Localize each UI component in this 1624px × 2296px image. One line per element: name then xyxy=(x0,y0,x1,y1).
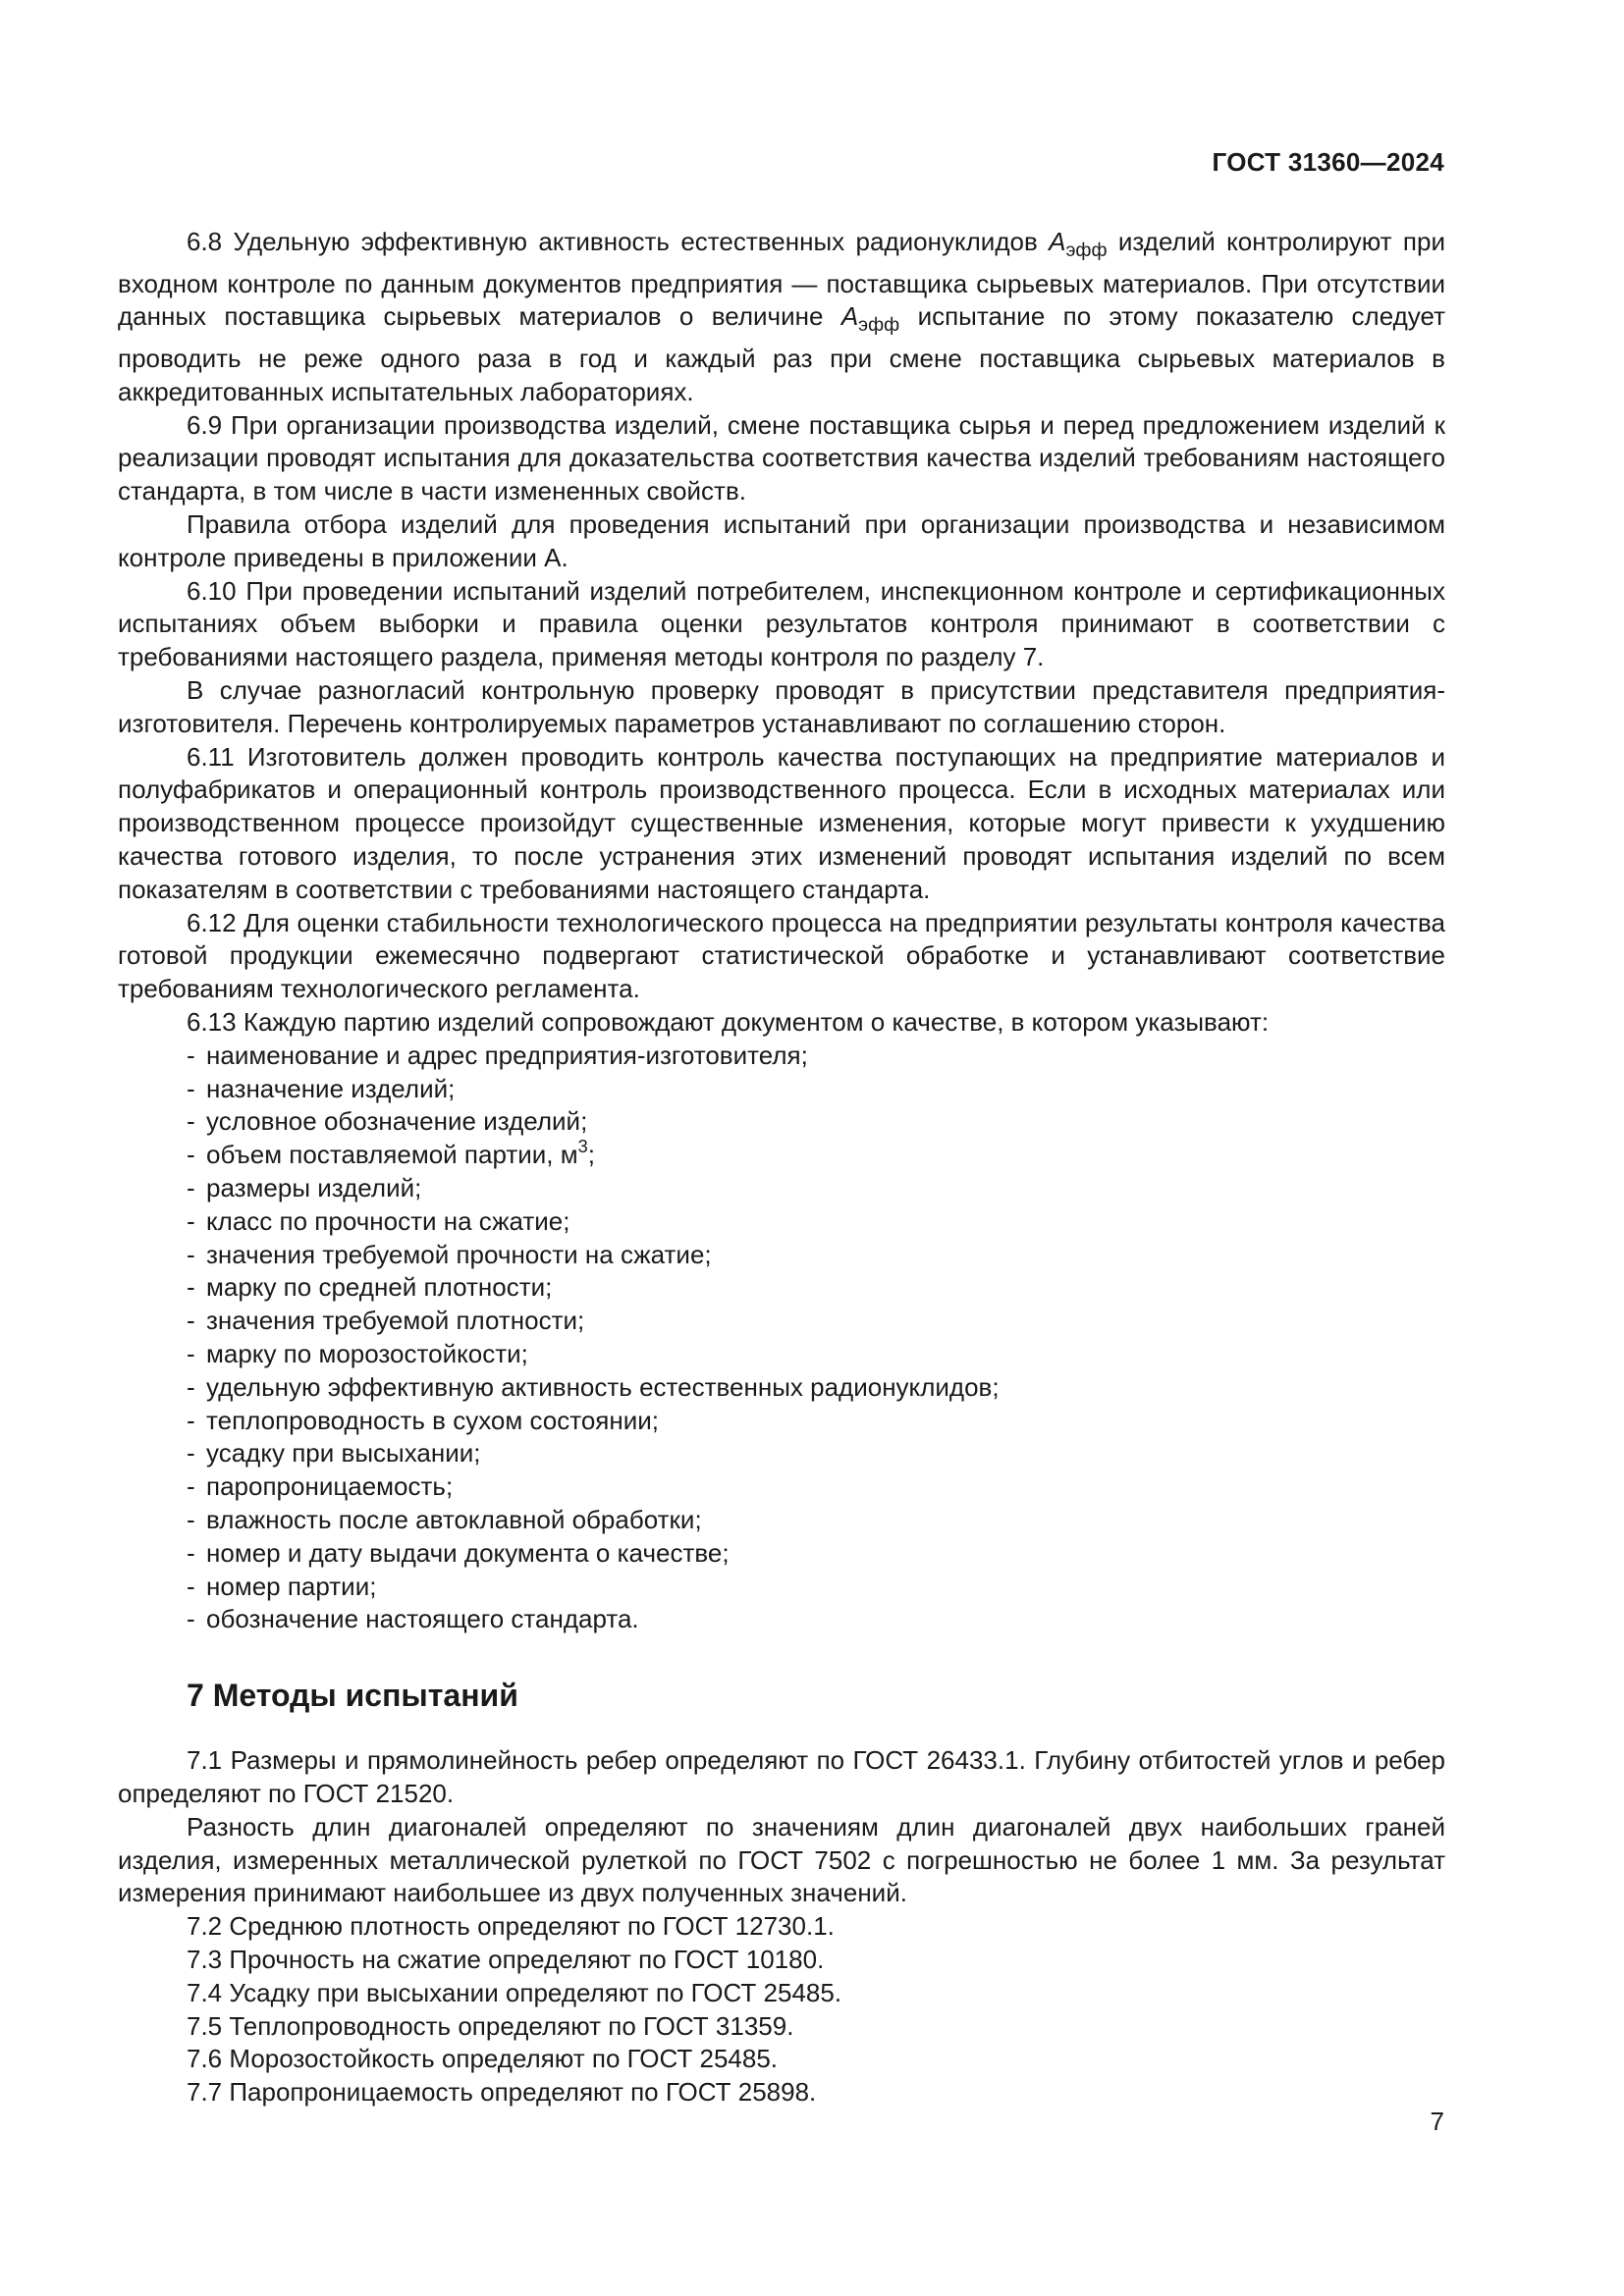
list-item: - удельную эффективную активность естественных радионуклидов; xyxy=(187,1371,1445,1405)
symbol-a: A xyxy=(1049,227,1066,256)
page-number: 7 xyxy=(1430,2107,1444,2136)
list-item: - влажность после автоклавной обработки; xyxy=(187,1504,1445,1537)
paragraph-6-10b: В случае разногласий контрольную проверку проводят в присутствии представителя предприятия-изготовителя. Перечень контролируемых параметров устанавливают по соглашению сторон. xyxy=(118,675,1445,738)
paragraph-6-13: 6.13 Каждую партию изделий сопровождают документом о качестве, в котором указывают: xyxy=(187,1007,1270,1038)
list-item: - наименование и адрес предприятия-изготовителя; xyxy=(187,1040,1445,1073)
paragraph-6-11: 6.11 Изготовитель должен проводить контроль качества поступающих на предприятие материалов и полуфабрикатов и операционный контроль производственного процесса. Если в исходных материалах или производственном процессе произойдут существенные изменения, которые могут привести к ухудшению качества готового изделия, то после устранения этих изменений проводят испытания изделий по всем показателям в соответствии с требованиями настоящего стандарта. xyxy=(118,741,1445,904)
paragraph-7-1b: Разность длин диагоналей определяют по значениям длин диагоналей двух наибольших граней изделия, измеренных металлической рулеткой по ГОСТ 7502 с погрешностью не более 1 мм. За результат измерения принимают наибольшее из двух полученных значений. xyxy=(118,1811,1445,1908)
paragraph-6-12: 6.12 Для оценки стабильности технологического процесса на предприятии результаты контроля качества готовой продукции ежемесячно подвергают статистической обработке и устанавливают соответствие требованиям технологического регламента. xyxy=(118,907,1445,1004)
paragraph-7-5: 7.5 Теплопроводность определяют по ГОСТ 31359. xyxy=(187,2010,794,2041)
paragraph-7-4: 7.4 Усадку при высыхании определяют по ГОСТ 25485. xyxy=(187,1977,842,2007)
section-7-heading: 7 Методы испытаний xyxy=(187,1678,518,1714)
list-item: - паропроницаемость; xyxy=(187,1470,1445,1504)
list-item: - значения требуемой прочности на сжатие; xyxy=(187,1239,1445,1272)
list-item: - усадку при высыхании; xyxy=(187,1437,1445,1470)
list-item: - класс по прочности на сжатие; xyxy=(187,1205,1445,1239)
paragraph-6-10: 6.10 При проведении испытаний изделий потребителем, инспекционном контроле и сертификационных испытаниях объем выборки и правила оценки результатов контроля принимают в соответствии с требованиями настоящего раздела, применяя методы контроля по разделу 7. xyxy=(118,575,1445,672)
paragraph-7-6: 7.6 Морозостойкость определяют по ГОСТ 25485. xyxy=(187,2044,779,2074)
subscript-eff: эфф xyxy=(1065,239,1108,261)
list-item: - обозначение настоящего стандарта. xyxy=(187,1603,1445,1636)
paragraph-7-7: 7.7 Паропроницаемость определяют по ГОСТ 25898. xyxy=(187,2077,817,2108)
list-item: - назначение изделий; xyxy=(187,1073,1445,1106)
document-body xyxy=(118,226,1445,2109)
list-item: - значения требуемой плотности; xyxy=(187,1305,1445,1338)
list-item: - теплопроводность в сухом состоянии; xyxy=(187,1405,1445,1438)
document-header: ГОСТ 31360—2024 xyxy=(1212,147,1444,177)
list-item: - объем поставляемой партии, $м^3$; xyxy=(187,1139,1445,1172)
superscript: 3 xyxy=(577,1137,588,1157)
paragraph-7-2: 7.2 Среднюю плотность определяют по ГОСТ 12730.1. xyxy=(187,1911,835,1942)
subscript-eff: эфф xyxy=(858,314,900,337)
list-item: - номер и дату выдачи документа о качестве; xyxy=(187,1537,1445,1571)
paragraph-6-9: 6.9 При организации производства изделий, смене поставщика сырья и перед предложением изделий к реализации проводят испытания для доказательства соответствия качества изделий требованиям настоящего стандарта, в том числе в части измененных свойств. xyxy=(118,409,1445,507)
paragraph-7-1: 7.1 Размеры и прямолинейность ребер определяют по ГОСТ 26433.1. Глубину отбитостей углов и ребер определяют по ГОСТ 21520. xyxy=(118,1745,1445,1808)
quality-document-list xyxy=(118,1040,1445,1636)
paragraph-6-8: 6.8 Удельную эффективную активность естественных радионуклидов $A_{эфф}$ изделий контролируют при входном контроле по данным документов предприятия — поставщика сырьевых материалов. При отсутствии данных поставщика сырьевых материалов о величине $A_{эфф}$ испытание по этому показателю следует проводить не реже одного раза в год и каждый раз при смене поставщика сырьевых материалов в аккредитованных испытательных лабораториях. xyxy=(118,227,1445,406)
paragraph-6-9b: Правила отбора изделий для проведения испытаний при организации производства и независимом контроле приведены в приложении А. xyxy=(118,509,1445,572)
list-item: - номер партии; xyxy=(187,1571,1445,1604)
list-item: - марку по средней плотности; xyxy=(187,1271,1445,1305)
list-item: - условное обозначение изделий; xyxy=(187,1105,1445,1139)
paragraph-7-3: 7.3 Прочность на сжатие определяют по ГОСТ 10180. xyxy=(187,1944,825,1974)
list-item: - марку по морозостойкости; xyxy=(187,1338,1445,1371)
list-item: - размеры изделий; xyxy=(187,1172,1445,1205)
symbol-a: A xyxy=(840,301,859,332)
